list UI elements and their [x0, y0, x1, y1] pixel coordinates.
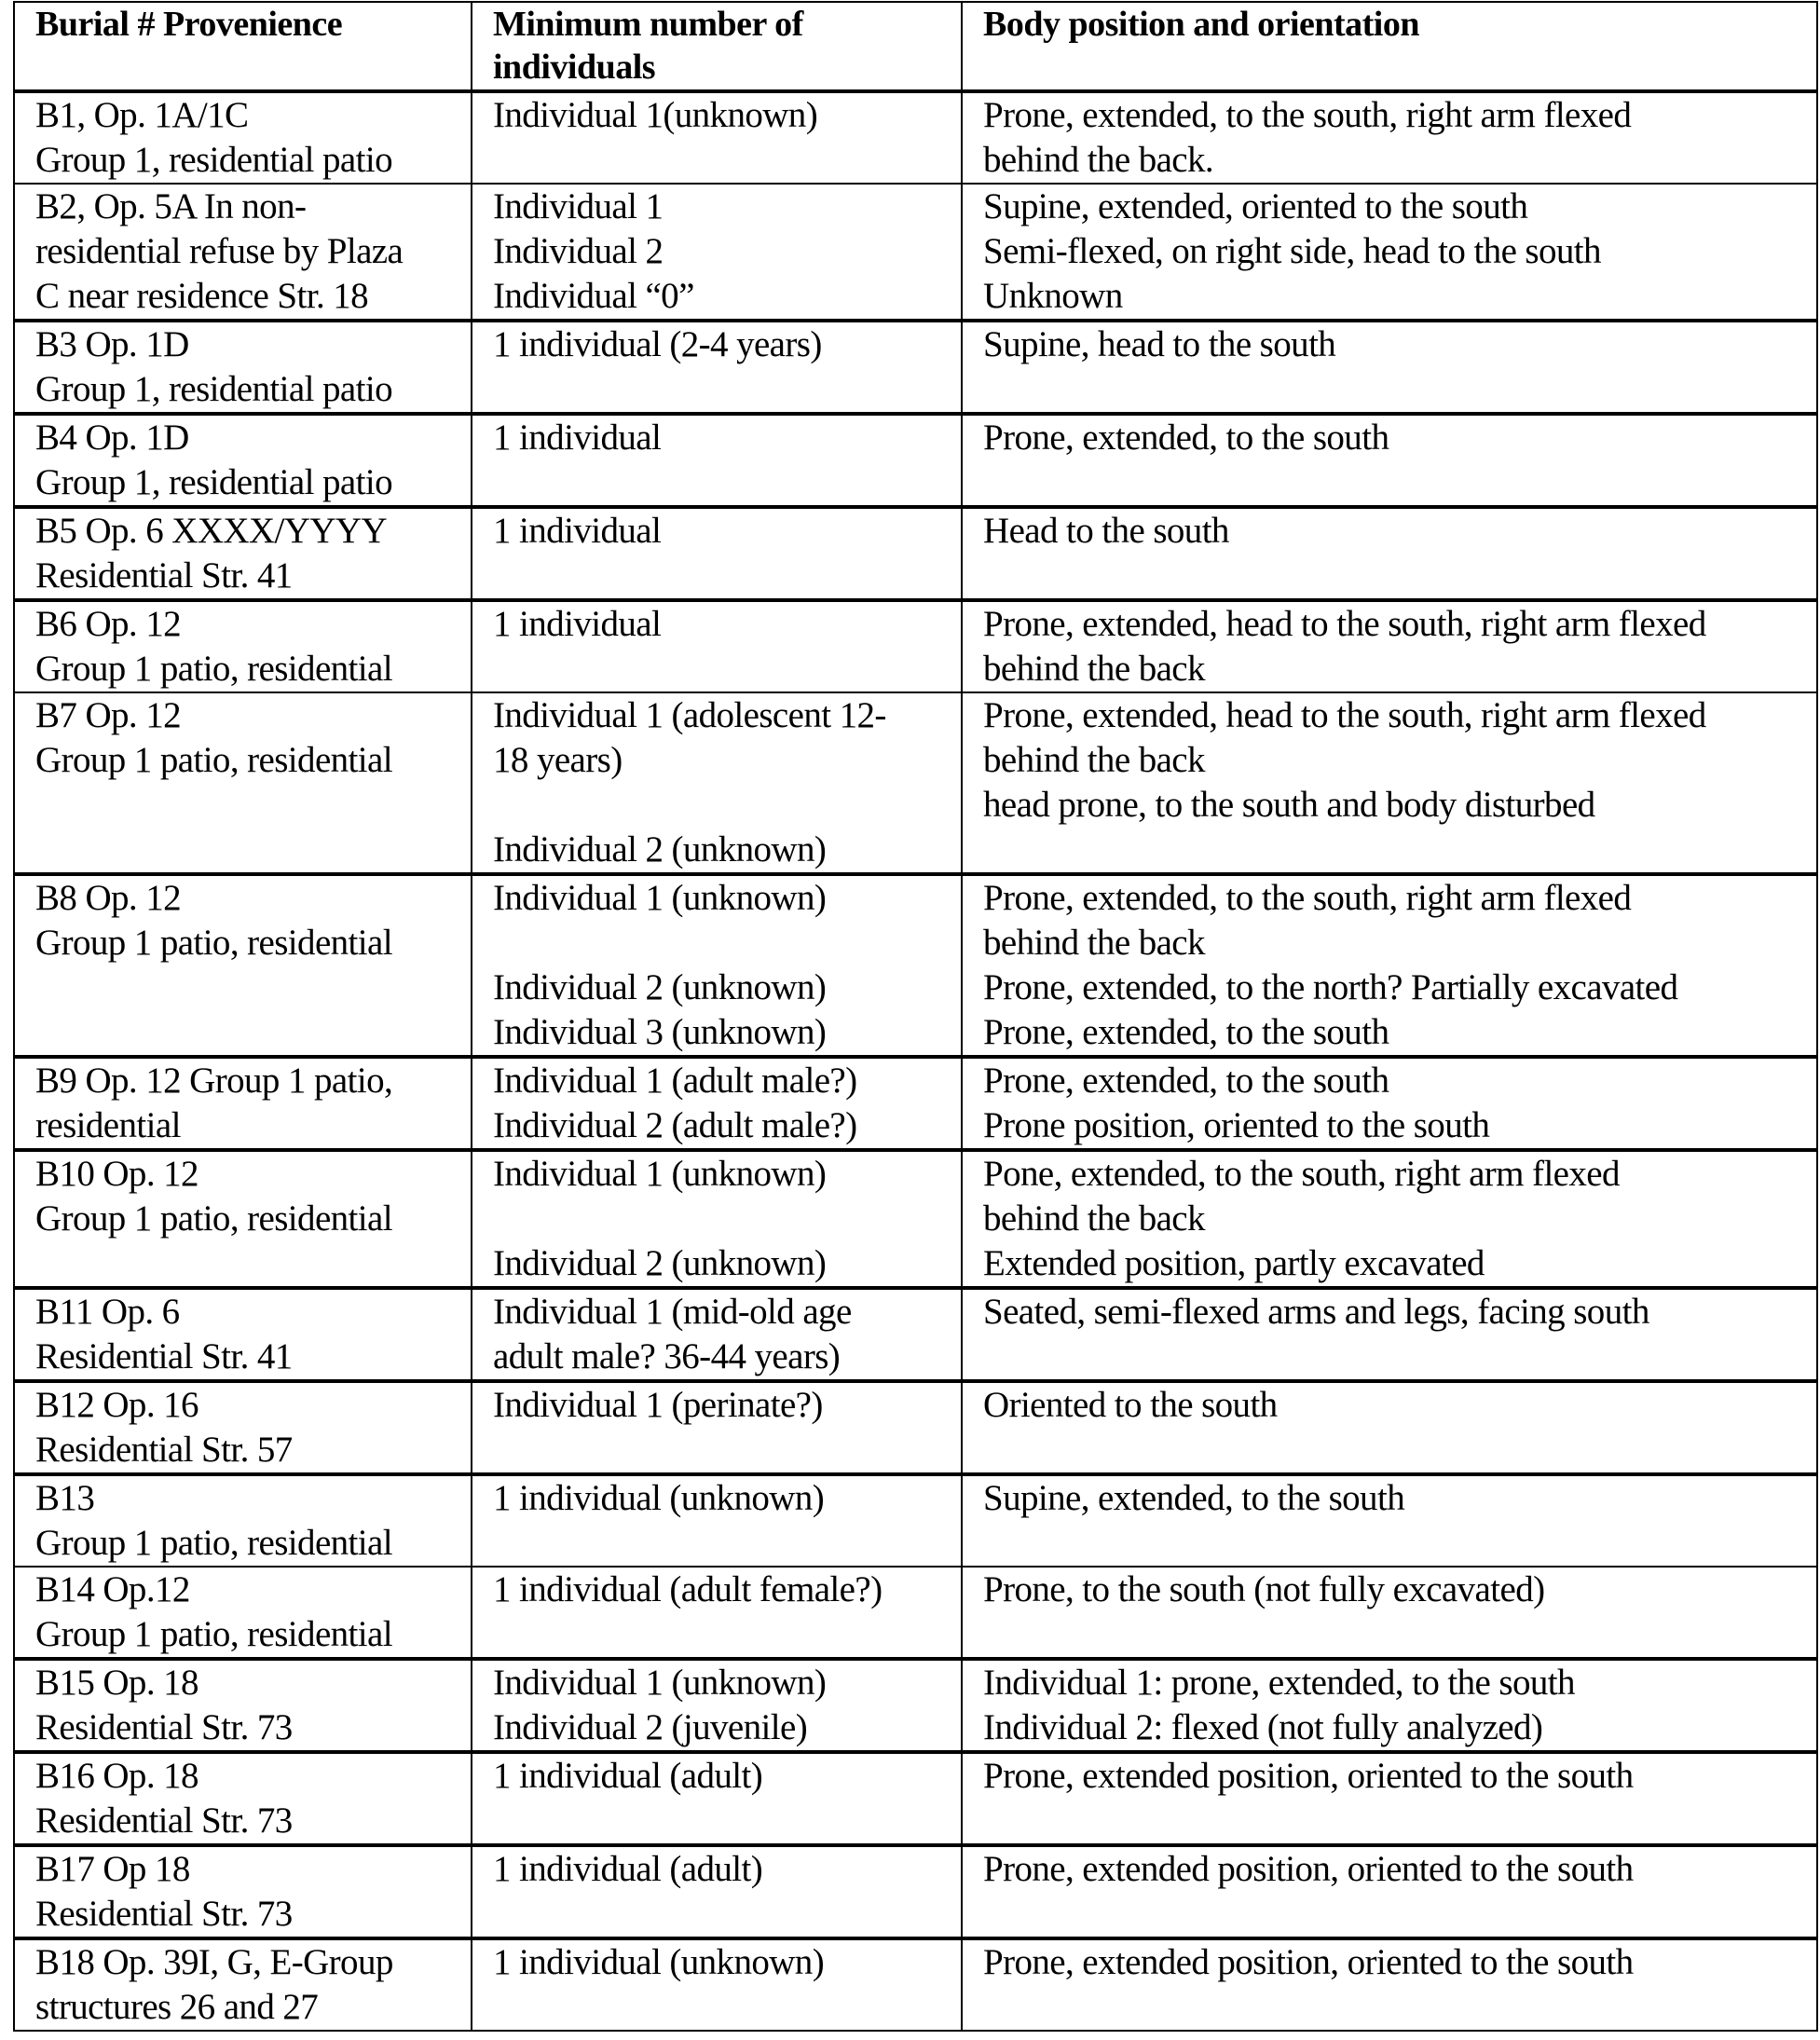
cell-line: C near residence Str. 18	[35, 276, 369, 316]
cell-line: Individual 2 (adult male?)	[493, 1105, 857, 1145]
cell-line: Individual 2 (unknown)	[493, 1243, 827, 1283]
cell-line: Seated, semi-flexed arms and legs, facing south	[983, 1292, 1649, 1332]
cell-provenience	[14, 321, 472, 414]
cell-line: B1, Op. 1A/1C	[35, 95, 249, 135]
cell-line: Group 1 patio, residential	[35, 740, 392, 780]
table-body	[14, 91, 1817, 2031]
cell-line: B2, Op. 5A In non-	[35, 186, 307, 226]
cell-body-position	[962, 1567, 1817, 1659]
cell-line: Individual 1 (unknown)	[493, 878, 827, 918]
cell-line: B4 Op. 1D	[35, 418, 189, 458]
table-row	[14, 1288, 1817, 1381]
cell-line: Group 1 patio, residential	[35, 1523, 392, 1563]
cell-line: 18 years)	[493, 740, 623, 780]
cell-min-individuals	[472, 874, 962, 1057]
cell-min-individuals	[472, 1057, 962, 1150]
cell-line: Individual 3 (unknown)	[493, 1012, 827, 1052]
cell-line: Head to the south	[983, 511, 1229, 551]
cell-line: Burial # Provenience	[35, 5, 343, 44]
cell-provenience	[14, 184, 472, 321]
cell-line: B11 Op. 6	[35, 1292, 180, 1332]
cell-line: Prone, extended, to the south, right arm flexed	[983, 95, 1632, 135]
cell-line: B12 Op. 16	[35, 1385, 198, 1425]
cell-provenience	[14, 1659, 472, 1752]
cell-body-position	[962, 1381, 1817, 1474]
cell-provenience	[14, 1752, 472, 1845]
cell-line: residential refuse by Plaza	[35, 231, 404, 271]
cell-line: B18 Op. 39I, G, E-Group	[35, 1942, 393, 1982]
cell-line: B13	[35, 1478, 95, 1518]
cell-line: 1 individual (adult)	[493, 1849, 763, 1889]
cell-line: B15 Op. 18	[35, 1663, 198, 1703]
cell-provenience	[14, 1938, 472, 2031]
cell-provenience	[14, 600, 472, 692]
cell-min-individuals	[472, 1474, 962, 1567]
table-row	[14, 1752, 1817, 1845]
cell-line: Group 1 patio, residential	[35, 649, 392, 689]
cell-line: behind the back	[983, 740, 1205, 780]
cell-body-position	[962, 1938, 1817, 2031]
cell-line: Group 1, residential patio	[35, 140, 392, 180]
table-row	[14, 1474, 1817, 1567]
cell-min-individuals	[472, 1288, 962, 1381]
cell-line: Individual 1 (mid-old age	[493, 1292, 852, 1332]
cell-line: 1 individual (unknown)	[493, 1478, 825, 1518]
cell-line: head prone, to the south and body disturbed	[983, 785, 1595, 825]
cell-line: Prone, extended, head to the south, right arm flexed	[983, 695, 1706, 735]
cell-line: 1 individual	[493, 418, 662, 458]
cell-line: behind the back.	[983, 140, 1214, 180]
cell-line: 1 individual (2-4 years)	[493, 324, 822, 364]
cell-line: Prone, extended, to the south	[983, 1012, 1389, 1052]
cell-line: Individual 1 (adult male?)	[493, 1061, 857, 1101]
cell-body-position	[962, 1288, 1817, 1381]
table-row	[14, 692, 1817, 874]
cell-body-position	[962, 1057, 1817, 1150]
table-row	[14, 1057, 1817, 1150]
cell-line: Group 1 patio, residential	[35, 1614, 392, 1654]
cell-line: Individual 2: flexed (not fully analyzed)	[983, 1707, 1543, 1747]
cell-provenience	[14, 91, 472, 184]
cell-line: behind the back	[983, 923, 1205, 963]
cell-body-position	[962, 1474, 1817, 1567]
cell-min-individuals	[472, 321, 962, 414]
cell-line: Group 1 patio, residential	[35, 923, 392, 963]
cell-provenience	[14, 1057, 472, 1150]
cell-line: B16 Op. 18	[35, 1756, 198, 1796]
cell-line: Prone position, oriented to the south	[983, 1105, 1490, 1145]
cell-line: structures 26 and 27	[35, 1987, 319, 2027]
cell-line: residential	[35, 1105, 181, 1145]
cell-line	[493, 921, 951, 965]
cell-line: 1 individual (adult)	[493, 1756, 763, 1796]
cell-line: Prone, extended, head to the south, right arm flexed	[983, 604, 1706, 644]
cell-body-position	[962, 600, 1817, 692]
cell-line: Prone, extended, to the south	[983, 418, 1389, 458]
cell-line: Residential Str. 73	[35, 1707, 293, 1747]
cell-line: Residential Str. 41	[35, 555, 293, 596]
cell-min-individuals	[472, 91, 962, 184]
table-row	[14, 1567, 1817, 1659]
cell-line: Prone, extended, to the south, right arm flexed	[983, 878, 1632, 918]
cell-body-position	[962, 1150, 1817, 1288]
cell-body-position	[962, 321, 1817, 414]
cell-line: Body position and orientation	[983, 5, 1419, 44]
cell-line: Residential Str. 41	[35, 1336, 293, 1376]
cell-line: Prone, extended, to the south	[983, 1061, 1389, 1101]
cell-min-individuals	[472, 1659, 962, 1752]
cell-line: Individual 2 (unknown)	[493, 967, 827, 1007]
cell-line: Minimum number of	[493, 5, 803, 44]
cell-line: Pone, extended, to the south, right arm flexed	[983, 1154, 1620, 1194]
cell-line	[493, 783, 951, 828]
table-row	[14, 1150, 1817, 1288]
cell-line: 1 individual (unknown)	[493, 1942, 825, 1982]
cell-body-position	[962, 692, 1817, 874]
table-row	[14, 1659, 1817, 1752]
cell-line: B5 Op. 6 XXXX/YYYY	[35, 511, 388, 551]
cell-line: B8 Op. 12	[35, 878, 182, 918]
header-row	[14, 2, 1817, 91]
cell-provenience	[14, 692, 472, 874]
cell-line: B10 Op. 12	[35, 1154, 198, 1194]
cell-line: 1 individual (adult female?)	[493, 1569, 883, 1609]
cell-line: Extended position, partly excavated	[983, 1243, 1485, 1283]
cell-line: B17 Op 18	[35, 1849, 190, 1889]
cell-line: 1 individual	[493, 511, 662, 551]
cell-line: Supine, extended, oriented to the south	[983, 186, 1528, 226]
burial-table	[13, 1, 1818, 2032]
cell-line: B9 Op. 12 Group 1 patio,	[35, 1061, 393, 1101]
table-row	[14, 1938, 1817, 2031]
cell-line: Group 1, residential patio	[35, 462, 392, 502]
cell-line: Prone, extended position, oriented to the south	[983, 1942, 1634, 1982]
cell-line: Individual 1	[493, 186, 664, 226]
cell-min-individuals	[472, 1567, 962, 1659]
cell-body-position	[962, 1845, 1817, 1938]
cell-line: Group 1 patio, residential	[35, 1198, 392, 1239]
header-provenience	[14, 2, 472, 91]
cell-line: Individual “0”	[493, 276, 694, 316]
cell-line: Semi-flexed, on right side, head to the south	[983, 231, 1601, 271]
table-row	[14, 1381, 1817, 1474]
cell-provenience	[14, 1288, 472, 1381]
cell-line: Prone, extended position, oriented to the south	[983, 1849, 1634, 1889]
header-body-position	[962, 2, 1817, 91]
cell-line: Individual 2 (unknown)	[493, 829, 827, 869]
cell-line: B6 Op. 12	[35, 604, 182, 644]
cell-line: Individual 1 (unknown)	[493, 1154, 827, 1194]
cell-body-position	[962, 874, 1817, 1057]
cell-line: Individual 1 (unknown)	[493, 1663, 827, 1703]
cell-body-position	[962, 91, 1817, 184]
cell-line: Oriented to the south	[983, 1385, 1278, 1425]
cell-line: Individual 1: prone, extended, to the south	[983, 1663, 1575, 1703]
cell-body-position	[962, 1752, 1817, 1845]
cell-line: individuals	[493, 48, 656, 87]
cell-line: Group 1, residential patio	[35, 369, 392, 409]
cell-line: Residential Str. 73	[35, 1894, 293, 1934]
header-min-individuals	[472, 2, 962, 91]
table-row	[14, 600, 1817, 692]
cell-line: Supine, head to the south	[983, 324, 1336, 364]
cell-min-individuals	[472, 1381, 962, 1474]
cell-line: Unknown	[983, 276, 1123, 316]
cell-provenience	[14, 1845, 472, 1938]
cell-line: adult male? 36-44 years)	[493, 1336, 841, 1376]
cell-min-individuals	[472, 1938, 962, 2031]
table-row	[14, 321, 1817, 414]
cell-line: B3 Op. 1D	[35, 324, 189, 364]
cell-line: behind the back	[983, 649, 1205, 689]
table-row	[14, 414, 1817, 507]
cell-min-individuals	[472, 600, 962, 692]
cell-body-position	[962, 414, 1817, 507]
cell-body-position	[962, 184, 1817, 321]
cell-line: Prone, extended position, oriented to the south	[983, 1756, 1634, 1796]
cell-line: behind the back	[983, 1198, 1205, 1239]
cell-line: 1 individual	[493, 604, 662, 644]
cell-line	[493, 1197, 951, 1241]
cell-min-individuals	[472, 1752, 962, 1845]
table-row	[14, 1845, 1817, 1938]
table-row	[14, 91, 1817, 184]
cell-body-position	[962, 507, 1817, 600]
cell-line: Residential Str. 57	[35, 1430, 293, 1470]
cell-line: Individual 1 (perinate?)	[493, 1385, 823, 1425]
cell-line: Prone, to the south (not fully excavated)	[983, 1569, 1545, 1609]
cell-body-position	[962, 1659, 1817, 1752]
cell-min-individuals	[472, 184, 962, 321]
table-row	[14, 507, 1817, 600]
cell-line: Individual 1(unknown)	[493, 95, 818, 135]
cell-min-individuals	[472, 692, 962, 874]
cell-line: Individual 2	[493, 231, 664, 271]
cell-line: Individual 2 (juvenile)	[493, 1707, 808, 1747]
cell-line: Individual 1 (adolescent 12-	[493, 695, 886, 735]
cell-min-individuals	[472, 414, 962, 507]
cell-line: B14 Op.12	[35, 1569, 190, 1609]
cell-provenience	[14, 1381, 472, 1474]
cell-line: Supine, extended, to the south	[983, 1478, 1405, 1518]
cell-provenience	[14, 874, 472, 1057]
cell-provenience	[14, 1567, 472, 1659]
cell-provenience	[14, 507, 472, 600]
cell-provenience	[14, 1474, 472, 1567]
table-row	[14, 184, 1817, 321]
cell-line: B7 Op. 12	[35, 695, 182, 735]
cell-line: Prone, extended, to the north? Partially excavated	[983, 967, 1678, 1007]
cell-line: Residential Str. 73	[35, 1800, 293, 1841]
cell-min-individuals	[472, 1845, 962, 1938]
cell-min-individuals	[472, 507, 962, 600]
table-row	[14, 874, 1817, 1057]
cell-provenience	[14, 414, 472, 507]
cell-provenience	[14, 1150, 472, 1288]
cell-min-individuals	[472, 1150, 962, 1288]
